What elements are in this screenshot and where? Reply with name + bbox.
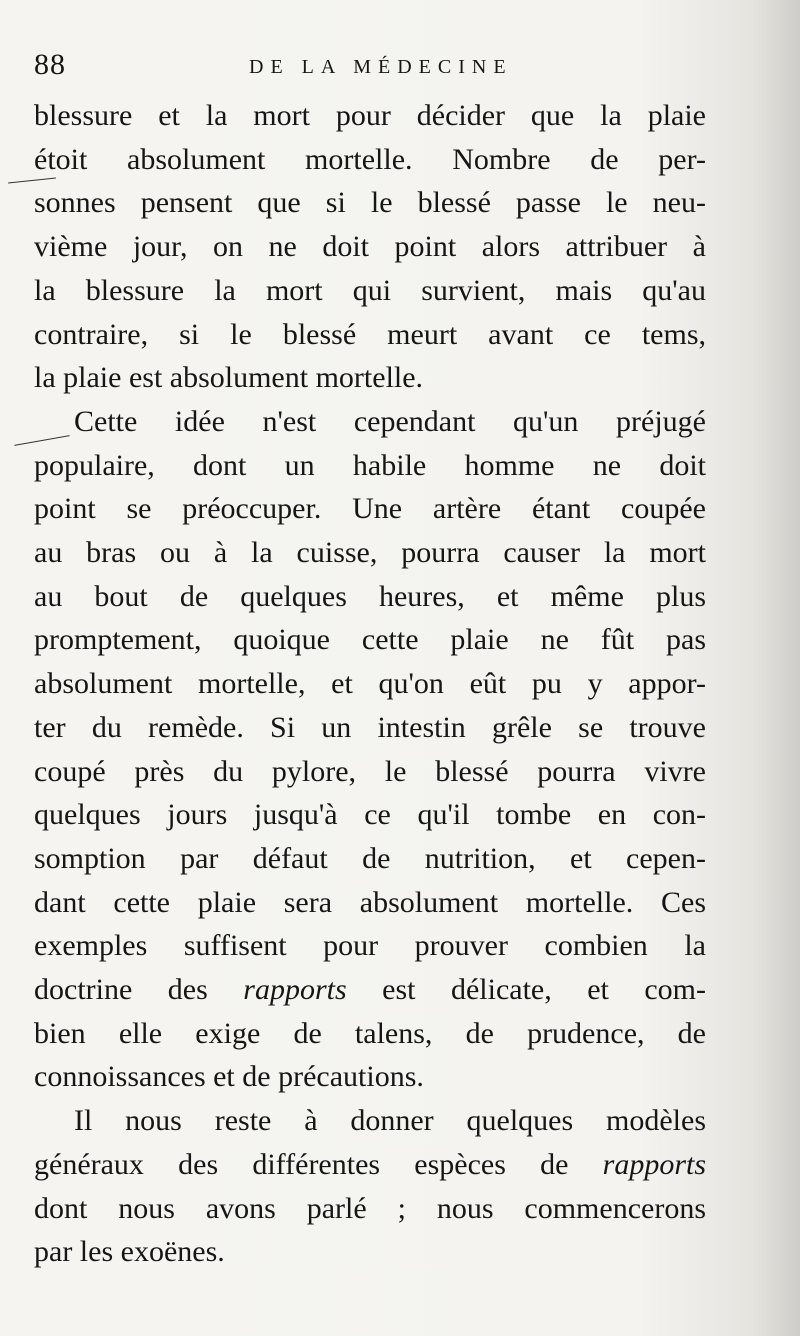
text-line: la blessure la mort qui survient, mais qu'au xyxy=(34,273,706,307)
text-line: doctrine des rapports est délicate, et com- xyxy=(34,973,707,1007)
text-line: absolument mortelle, et qu'on eût pu y appor- xyxy=(34,667,706,701)
text-line: exemples suffisent pour prouver combien la xyxy=(34,929,706,963)
paragraph-2 xyxy=(34,400,706,1099)
page-header xyxy=(34,48,714,88)
text-line: dont nous avons parlé ; nous commencerons xyxy=(34,1191,706,1225)
text-line: blessure et la mort pour décider que la plaie xyxy=(34,99,706,132)
text-line: la plaie est absolument mortelle. xyxy=(34,361,424,395)
italic-term: rapports xyxy=(602,1147,706,1181)
text-line: généraux des différentes espèces de rapports xyxy=(34,1147,706,1181)
text-line: coupé près du pylore, le blessé pourra vivre xyxy=(34,754,706,788)
text-line: au bout de quelques heures, et même plus xyxy=(34,579,706,613)
text-line: bien elle exige de talens, de prudence, de xyxy=(34,1016,706,1050)
text-line: vième jour, on ne doit point alors attribuer à xyxy=(34,230,706,264)
running-title: DE LA MÉDECINE xyxy=(249,56,513,78)
text-line: connoissances et de précautions. xyxy=(34,1060,424,1094)
text-line: étoit absolument mortelle. Nombre de per- xyxy=(34,142,706,176)
text-line: sonnes pensent que si le blessé passe le neu- xyxy=(34,186,706,220)
text-line: point se préoccuper. Une artère étant coupée xyxy=(34,492,706,526)
text-line: promptement, quoique cette plaie ne fût pas xyxy=(34,623,706,657)
text-line: Il nous reste à donner quelques modèles xyxy=(74,1104,706,1138)
text-line: somption par défaut de nutrition, et cepen- xyxy=(34,841,706,875)
text-line: ter du remède. Si un intestin grêle se trouve xyxy=(34,710,706,744)
page-number: 88 xyxy=(34,48,66,81)
body-text xyxy=(34,94,706,1274)
text-line: par les exoënes. xyxy=(34,1235,225,1269)
paragraph-1 xyxy=(34,94,706,400)
paragraph-3 xyxy=(34,1099,706,1274)
text-line: contraire, si le blessé meurt avant ce tems, xyxy=(34,317,706,351)
text-line: quelques jours jusqu'à ce qu'il tombe en con- xyxy=(34,798,706,832)
text-line: au bras ou à la cuisse, pourra causer la mort xyxy=(34,536,706,570)
text-line: Cette idée n'est cependant qu'un préjugé xyxy=(74,404,706,438)
text-line: populaire, dont un habile homme ne doit xyxy=(34,448,706,482)
italic-term: rapports xyxy=(243,973,347,1007)
text-line: dant cette plaie sera absolument mortelle. Ces xyxy=(34,885,706,919)
